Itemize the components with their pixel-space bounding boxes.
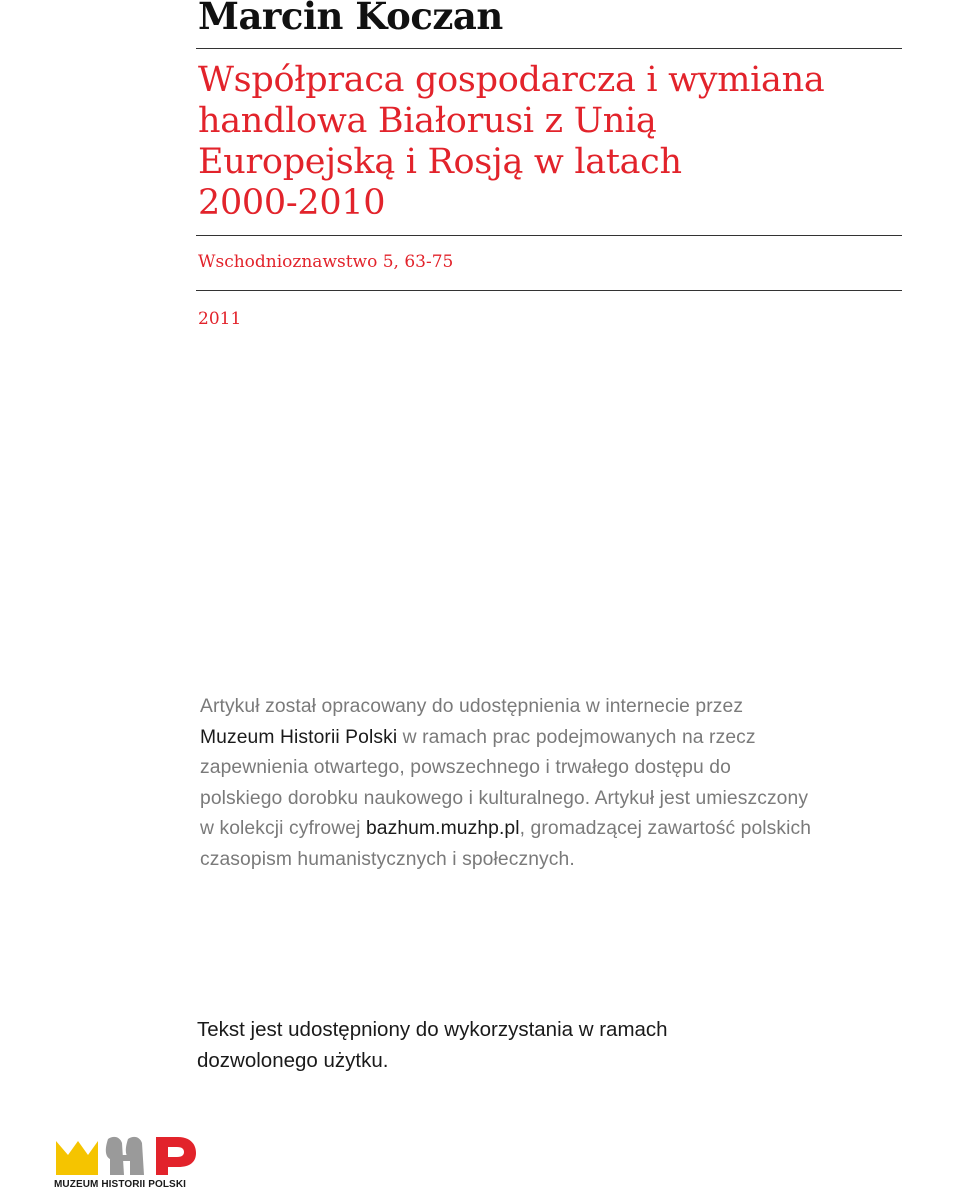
- repository-link[interactable]: bazhum.muzhp.pl: [365, 818, 520, 839]
- publication-year: 2011: [198, 309, 242, 329]
- description-line: [200, 723, 900, 754]
- author-name: Marcin Koczan: [198, 0, 503, 38]
- divider-middle: [196, 235, 902, 236]
- description-text: , gromadzącej zawartość polskich: [519, 818, 812, 839]
- journal-reference: Wschodnioznawstwo 5, 63-75: [198, 252, 454, 272]
- title-line: 2000-2010: [198, 183, 386, 223]
- museum-logo: [54, 1133, 204, 1193]
- description-line: [200, 814, 900, 845]
- logo-text: MUZEUM HISTORII POLSKI: [54, 1179, 187, 1190]
- crown-shape: [56, 1141, 98, 1175]
- h-bar: [114, 1155, 140, 1161]
- repository-description: [200, 692, 900, 875]
- title-line: Europejską i Rosją w latach: [198, 142, 682, 182]
- title-line: Współpraca gospodarcza i wymiana: [198, 60, 825, 100]
- divider-top: [196, 48, 902, 49]
- museum-logo-icon: [54, 1133, 204, 1179]
- divider-lower: [196, 290, 902, 291]
- p-shape: [156, 1137, 196, 1175]
- description-line: Artykuł został opracowany do udostępnienia w internecie przez: [200, 696, 744, 717]
- title-line: handlowa Białorusi z Unią: [198, 101, 657, 141]
- notice-line: Tekst jest udostępniony do wykorzystania w ramach: [197, 1018, 668, 1041]
- article-title: [198, 60, 898, 224]
- description-line: polskiego dorobku naukowego i kulturalnego. Artykuł jest umieszczony: [200, 787, 809, 809]
- museum-name: Muzeum Historii Polski: [200, 726, 398, 748]
- description-text: w ramach prac podejmowanych na rzecz: [397, 726, 756, 748]
- notice-line: dozwolonego użytku.: [197, 1049, 389, 1072]
- usage-notice: [197, 1014, 668, 1076]
- description-line: zapewnienia otwartego, powszechnego i trwałego dostępu do: [200, 757, 731, 778]
- description-text: w kolekcji cyfrowej: [200, 818, 366, 839]
- description-line: czasopism humanistycznych i społecznych.: [200, 848, 575, 870]
